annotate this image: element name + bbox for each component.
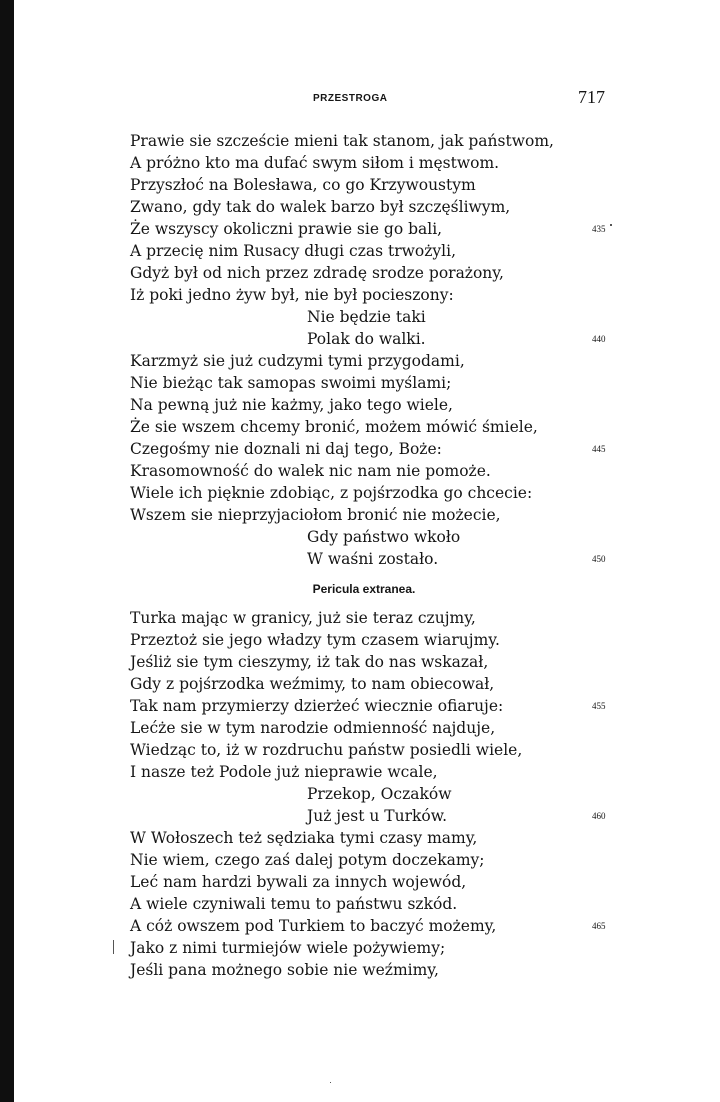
poem-line: Czegośmy nie doznali ni daj tego, Boże:	[130, 440, 442, 458]
poem-line: Że wszyscy okoliczni prawie sie go bali,	[130, 220, 443, 238]
book-spine-edge	[0, 0, 14, 1102]
scan-speck	[610, 224, 612, 226]
poem-refrain-line: Gdy państwo wkoło	[307, 528, 461, 546]
line-number: 460	[592, 811, 606, 821]
page-number: 717	[578, 87, 605, 107]
poem-line: Jeśliż sie tym cieszymy, iż tak do nas wskazał,	[130, 653, 489, 671]
poem-line: Nie wiem, czego zaś dalej potym doczekamy;	[130, 851, 485, 869]
line-number: 450	[592, 554, 606, 564]
poem-line: Tak nam przymierzy dzierżeć wiecznie ofiaruje:	[130, 697, 504, 715]
poem-line: I nasze też Podole już nieprawie wcale,	[130, 763, 438, 781]
poem-line: A cóż owszem pod Turkiem to baczyć możemy,	[130, 917, 497, 935]
poem-line: Na pewną już nie każmy, jako tego wiele,	[130, 396, 453, 414]
poem-line: Jako z nimi turmiejów wiele pożywiemy;	[130, 939, 446, 957]
poem-line: Przyszłoć na Bolesława, co go Krzywoustym	[130, 176, 476, 194]
poem-line: Lećże sie w tym narodzie odmienność najduje,	[130, 719, 496, 737]
line-number: 455	[592, 701, 606, 711]
poem-line: Turka mając w granicy, już sie teraz czujmy,	[130, 609, 476, 627]
poem-line: Że sie wszem chcemy bronić, możem mówić śmiele,	[130, 418, 538, 436]
line-number: 465	[592, 921, 606, 931]
poem-refrain-line: Nie będzie taki	[307, 308, 426, 326]
poem-line: Prawie sie szczeście mieni tak stanom, jak państwom,	[130, 132, 554, 150]
poem-line: Krasomowność do walek nic nam nie pomoże.	[130, 462, 491, 480]
poem-line: A próżno kto ma dufać swym siłom i męstwom.	[130, 154, 500, 172]
line-number: 440	[592, 334, 606, 344]
poem-refrain-line: Przekop, Oczaków	[307, 785, 452, 803]
line-number: 445	[592, 444, 606, 454]
scan-speck	[330, 1082, 331, 1083]
poem-line: A przecię nim Rusacy długi czas trwożyli,	[130, 242, 457, 260]
poem-line: Nie bieżąc tak samopas swoimi myślami;	[130, 374, 452, 392]
line-number: 435	[592, 224, 606, 234]
poem-line: Leć nam hardzi bywali za innych wojewód,	[130, 873, 467, 891]
poem-line: W Wołoszech też sędziaka tymi czasy mamy,	[130, 829, 478, 847]
poem-refrain-line: Polak do walki.	[307, 330, 426, 348]
poem-line: Wszem sie nieprzyjaciołom bronić nie możecie,	[130, 506, 501, 524]
poem-line: Karzmyż sie już cudzymi tymi przygodami,	[130, 352, 465, 370]
poem-refrain-line: W waśni zostało.	[307, 550, 439, 568]
running-title: PRZESTROGA	[313, 93, 388, 104]
poem-line: Gdyż był od nich przez zdradę srodze porażony,	[130, 264, 504, 282]
poem-line: Iż poki jedno żyw był, nie był pocieszony:	[130, 286, 454, 304]
poem-line: Gdy z pojśrzodka weźmimy, to nam obiecował,	[130, 675, 495, 693]
poem-line: Przeztoż sie jego władzy tym czasem wiarujmy.	[130, 631, 500, 649]
scan-mark	[113, 940, 114, 954]
poem-line: Jeśli pana możnego sobie nie weźmimy,	[130, 961, 439, 979]
poem-refrain-line: Już jest u Turków.	[307, 807, 448, 825]
poem-line: A wiele czyniwali temu to państwu szkód.	[130, 895, 458, 913]
poem-line: Wiele ich pięknie zdobiąc, z pojśrzodka go chcecie:	[130, 484, 533, 502]
section-title: Pericula extranea.	[312, 582, 416, 596]
poem-line: Zwano, gdy tak do walek barzo był szczęśliwym,	[130, 198, 511, 216]
poem-line: Wiedząc to, iż w rozdruchu państw posiedli wiele,	[130, 741, 523, 759]
